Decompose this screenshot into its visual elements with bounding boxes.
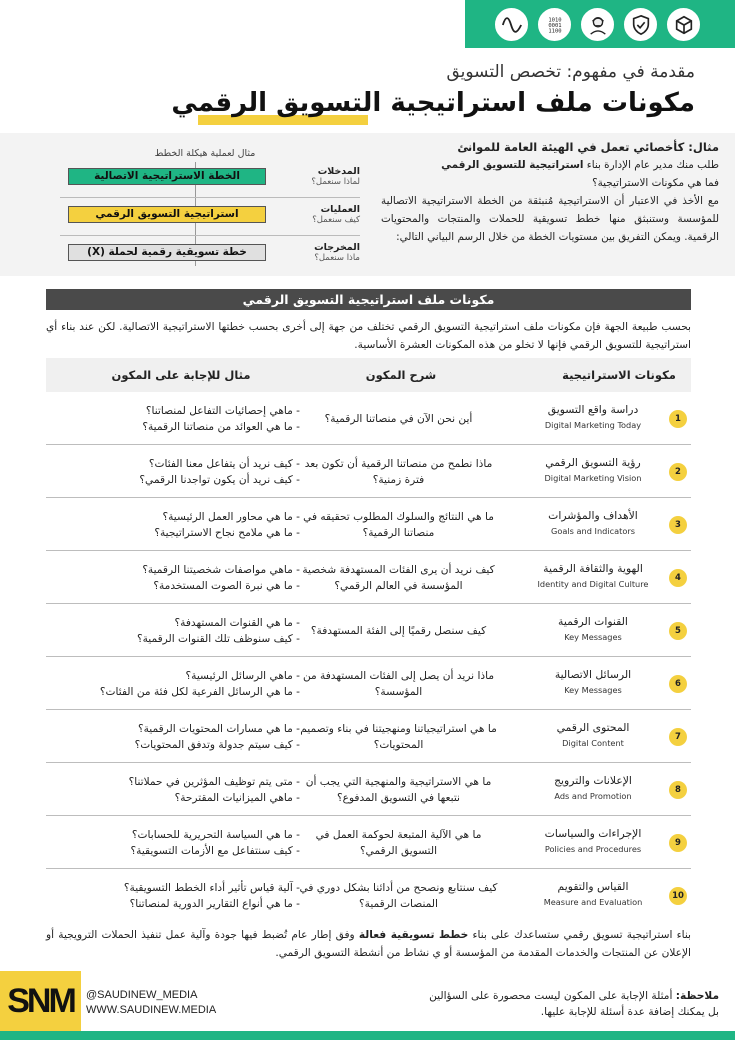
component-name-en: Measure and Evaluation — [543, 897, 643, 907]
note-line-2: بل يمكنك إضافة عدة أسئلة للإجابة عليها. — [540, 1006, 719, 1018]
diagram-row-processes — [60, 202, 360, 238]
component-name-ar: القياس والتقويم — [557, 880, 629, 893]
example-question: - ماهي الرسائل الرئيسية؟ — [185, 670, 300, 682]
row-number: 9 — [669, 834, 687, 852]
svg-text:1100: 1100 — [547, 27, 562, 34]
closing-text-end: وفق إطار عام تُضبط فيها جودة وآلية عمل تنفيذ الحملات الترويجية أو الإعلان عن المنتجات والخدمات المقدمة من المؤسسة أو ي نشاط من أنشطة التسويق الرقمي. — [46, 929, 691, 959]
diagram-label — [290, 242, 360, 263]
component-name-en: Policies and Procedures — [544, 844, 642, 854]
component-name — [523, 402, 663, 432]
example-heading: مثال: كأخصائي تعمل في الهيئة العامة للموانئ — [457, 140, 719, 154]
diagram-label — [290, 204, 360, 225]
component-name-en: Key Messages — [564, 685, 622, 695]
table-row — [46, 498, 691, 551]
component-name-ar: الهوية والثقافة الرقمية — [543, 562, 643, 575]
example-question: - كيف سنوظف تلك القنوات الرقمية؟ — [136, 633, 300, 645]
diagram-label-title: المدخلات — [317, 166, 360, 177]
closing-paragraph — [46, 926, 691, 962]
example-line1-bold: استراتيجية للتسويق الرقمي — [441, 159, 584, 171]
example-question: - ما هي السياسة التحريرية للحسابات؟ — [131, 829, 300, 841]
table-row — [46, 816, 691, 869]
component-description: كيف سنتابع ونصحح من أدائنا بشكل دوري في المنصات الرقمية؟ — [299, 882, 498, 910]
component-name — [523, 826, 663, 856]
component-name — [523, 720, 663, 750]
component-name-ar: الإعلانات والترويج — [554, 774, 632, 787]
footer-social — [86, 988, 216, 1018]
component-name — [523, 667, 663, 697]
note-line-1 — [379, 988, 719, 1004]
component-description: ما هي الاستراتيجية والمنهجية التي يجب أن نتبعها في التسويق المدفوع؟ — [305, 776, 492, 804]
diagram-divider — [60, 197, 360, 198]
section-intro: بحسب طبيعة الجهة فإن مكونات ملف استراتيجية التسويق الرقمي تختلف من جهة إلى أخرى بحسب خطتها الاستراتيجية الاتصالية. لكن عند بناء أي استراتيجية للتسويق الرقمي فإنها لا تخلو من هذه المكونات العشرة الأساسية. — [46, 321, 691, 351]
svg-text:0001: 0001 — [547, 22, 562, 29]
component-name-en: Digital Marketing Vision — [544, 473, 642, 483]
components-table — [46, 392, 691, 922]
example-body: مع الأخذ في الاعتبار أن الاستراتيجية مُنبثقة من الخطة الاستراتيجية الاتصالية للمؤسسة وستنبثق منها خطط تسويقية للحملات والمنتجات والمحتويات الرقمية. ويمكن التفريق بين مستويات الخطة من خلال الرسم البياني التالي: — [381, 195, 719, 243]
component-description: كيف سنصل رقميًا إلى الفئة المستهدفة؟ — [310, 625, 487, 637]
table-row — [46, 551, 691, 604]
diagram-caption: مثال لعملية هيكلة الخطط — [154, 148, 256, 159]
example-question: - متى يتم توظيف المؤثرين في حملاتنا؟ — [128, 776, 300, 788]
diagram-box-digital-strategy: استراتيجية التسويق الرقمي — [68, 206, 266, 223]
component-name-ar: القنوات الرقمية — [558, 615, 628, 628]
component-example — [60, 560, 300, 596]
row-number: 1 — [669, 410, 687, 428]
table-row — [46, 869, 691, 922]
component-description: كيف نريد أن يرى الفئات المستهدفة شخصية المؤسسة في العالم الرقمي؟ — [302, 564, 495, 592]
diagram-label-title: العمليات — [320, 204, 360, 215]
component-description: ماذا نطمح من منصاتنا الرقمية أن تكون بعد فترة زمنية؟ — [304, 458, 493, 486]
closing-text-start: بناء استراتيجية تسويق رقمي ستساعدك على بناء — [468, 929, 691, 941]
diagram-row-inputs — [60, 164, 360, 200]
example-question: - ما هي مسارات المحتويات الرقمية؟ — [137, 723, 300, 735]
section-header: مكونات ملف استراتيجية التسويق الرقمي — [46, 289, 691, 310]
row-number: 10 — [669, 887, 687, 905]
diagram-label-sub: لماذا سنعمل؟ — [311, 177, 360, 187]
diagram-divider — [60, 235, 360, 236]
example-line1 — [381, 156, 719, 174]
wave-icon — [493, 6, 530, 43]
component-example — [60, 825, 300, 861]
component-name — [523, 455, 663, 485]
portrait-icon — [579, 6, 616, 43]
component-description: أين نحن الآن في منصاتنا الرقمية؟ — [324, 413, 473, 425]
component-name-en: Digital Content — [562, 738, 624, 748]
example-line1-text: طلب منك مدير عام الإدارة بناء — [583, 159, 719, 171]
closing-text-bold: خطط تسويقية فعالة — [358, 929, 469, 941]
component-name-ar: الإجراءات والسياسات — [544, 827, 642, 840]
example-question: - ما هي أنواع التقارير الدورية لمنصاتنا؟ — [129, 898, 300, 910]
diagram-label — [290, 166, 360, 187]
component-name — [523, 561, 663, 591]
top-icon-bar — [493, 6, 702, 43]
component-name-ar: رؤية التسويق الرقمي — [545, 456, 641, 469]
component-description: ماذا نريد أن يصل إلى الفئات المستهدفة من المؤسسة؟ — [302, 670, 495, 698]
example-question: - كيف نريد أن يتفاعل معنا الفئات؟ — [148, 458, 300, 470]
table-row — [46, 657, 691, 710]
page-title: مكونات ملف استراتيجية التسويق الرقمي — [171, 88, 695, 118]
example-text — [381, 138, 719, 246]
footer-note — [379, 988, 719, 1020]
component-description: ما هي النتائج والسلوك المطلوب تحقيقه في منصاتنا الرقمية؟ — [303, 511, 494, 539]
diagram-label-sub: كيف سنعمل؟ — [312, 215, 360, 225]
row-number: 7 — [669, 728, 687, 746]
social-handle-link[interactable]: @SAUDINEW_MEDIA — [86, 989, 198, 1001]
table-row — [46, 392, 691, 445]
component-example — [60, 507, 300, 543]
component-name-ar: الأهداف والمؤشرات — [548, 509, 638, 522]
component-name — [523, 773, 663, 803]
component-name — [523, 614, 663, 644]
row-number: 3 — [669, 516, 687, 534]
example-question: - آلية قياس تأثير أداء الخطط التسويقية؟ — [123, 882, 300, 894]
note-text-1: أمثلة الإجابة على المكون ليست محصورة على السؤالين — [429, 990, 676, 1002]
example-question: - ما هي العوائد من منصاتنا الرقمية؟ — [142, 421, 300, 433]
row-number: 6 — [669, 675, 687, 693]
component-example — [60, 401, 300, 437]
header-strategy: مكونات الاستراتيجية — [562, 368, 676, 382]
component-description: ما هي الآلية المتبعة لحوكمة العمل في التسويق الرقمي؟ — [315, 829, 482, 857]
example-question: - كيف سنتفاعل مع الأزمات التسويقية؟ — [130, 845, 300, 857]
example-line2: فما هي مكونات الاستراتيجية؟ — [592, 177, 719, 189]
table-row — [46, 710, 691, 763]
row-number: 5 — [669, 622, 687, 640]
example-question: - ما هي الرسائل الفرعية لكل فئة من الفئات؟ — [99, 686, 300, 698]
shield-check-icon — [622, 6, 659, 43]
example-question: - ما هي نبرة الصوت المستخدمة؟ — [153, 580, 300, 592]
example-question: - ماهي إحصائيات التفاعل لمنصاتنا؟ — [145, 405, 300, 417]
component-name — [523, 508, 663, 538]
diagram-row-outputs — [60, 240, 360, 276]
example-question: - ما هي ملامح نجاح الاستراتيجية؟ — [154, 527, 300, 539]
diagram-label-sub: ماذا سنعمل؟ — [314, 253, 360, 263]
cube-icon — [665, 6, 702, 43]
table-row — [46, 763, 691, 816]
component-name-ar: الرسائل الاتصالية — [554, 668, 632, 681]
component-name-en: Ads and Promotion — [554, 791, 632, 801]
component-example — [60, 719, 300, 755]
table-row — [46, 604, 691, 657]
component-name-en: Goals and Indicators — [551, 526, 635, 536]
example-question: - ماهي مواصفات شخصيتنا الرقمية؟ — [142, 564, 300, 576]
svg-text:1010: 1010 — [547, 16, 562, 23]
component-example — [60, 772, 300, 808]
example-question: - ما هي محاور العمل الرئيسية؟ — [162, 511, 300, 523]
planning-diagram — [60, 142, 360, 272]
example-question: - كيف نريد أن يكون تواجدنا الرقمي؟ — [139, 474, 300, 486]
component-description: ما هي استراتيجياتنا ومنهجيتنا في بناء وتصميم المحتويات؟ — [300, 723, 497, 751]
component-example — [60, 454, 300, 490]
component-name-en: Key Messages — [564, 632, 622, 642]
component-example — [60, 666, 300, 702]
component-name-en: Digital Marketing Today — [544, 420, 642, 430]
diagram-box-communication-plan: الخطة الاستراتيجية الاتصالية — [68, 168, 266, 185]
component-example — [60, 613, 300, 649]
title-wrap — [171, 88, 695, 118]
header-description: شرح المكون — [365, 368, 437, 382]
component-name-en: Identity and Digital Culture — [537, 579, 649, 589]
diagram-label-title: المخرجات — [314, 242, 360, 253]
binary-icon — [536, 6, 573, 43]
header-example: مثال للإجابة على المكون — [111, 368, 251, 382]
website-link[interactable]: WWW.SAUDINEW.MEDIA — [86, 1004, 217, 1016]
diagram-box-campaign-plan: خطة تسويقية رقمية لحملة (X) — [68, 244, 266, 261]
row-number: 2 — [669, 463, 687, 481]
table-header — [46, 358, 691, 392]
example-question: - ماهي الميزانيات المقترحة؟ — [174, 792, 300, 804]
snm-logo: SNM — [0, 971, 81, 1031]
note-label: ملاحظة: — [675, 990, 719, 1002]
page-subtitle: مقدمة في مفهوم: تخصص التسويق — [446, 62, 695, 82]
example-question: - ما هي القنوات المستهدفة؟ — [174, 617, 300, 629]
component-example — [60, 878, 300, 914]
component-name — [523, 879, 663, 909]
footer-bar — [0, 1031, 735, 1040]
table-row — [46, 445, 691, 498]
row-number: 4 — [669, 569, 687, 587]
component-name-ar: دراسة واقع التسويق — [547, 403, 639, 416]
component-name-ar: المحتوى الرقمي — [556, 721, 630, 734]
example-question: - كيف سيتم جدولة وتدفق المحتويات؟ — [134, 739, 300, 751]
row-number: 8 — [669, 781, 687, 799]
